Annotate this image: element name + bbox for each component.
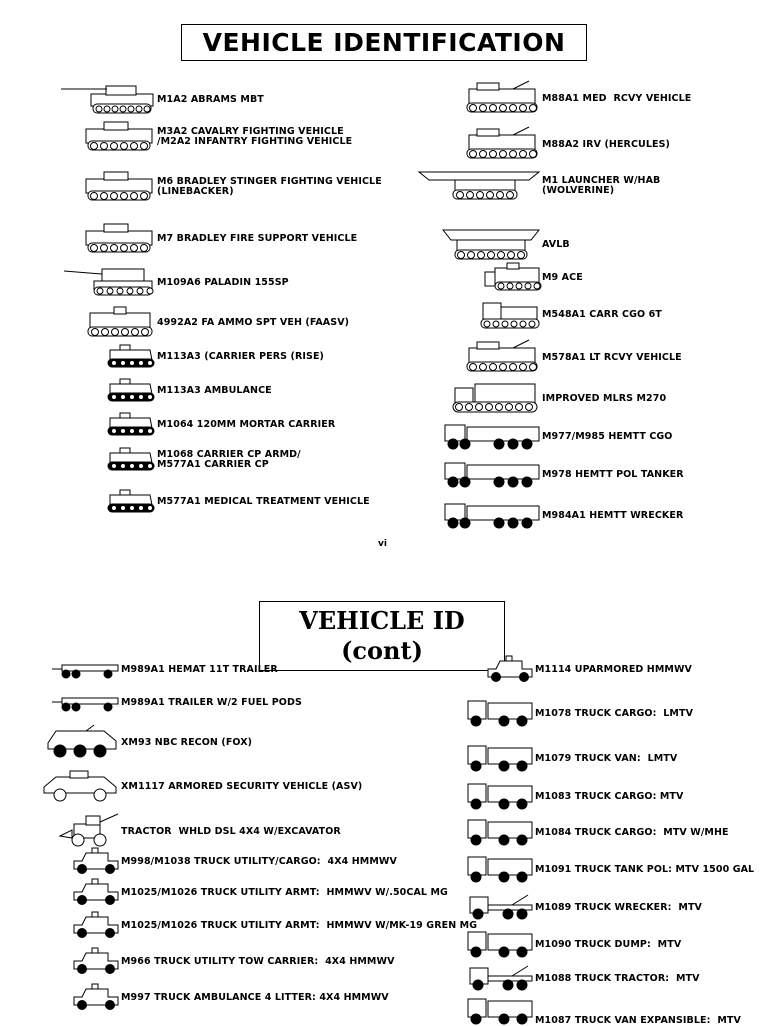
page1-left-label: M1064 120MM MORTAR CARRIER	[157, 419, 336, 430]
page1-left-label: M6 BRADLEY STINGER FIGHTING VEHICLE (LINEBACKER)	[157, 176, 382, 197]
tank-vehicle-icon	[61, 82, 156, 114]
tractor-vehicle-icon	[468, 964, 534, 990]
page2-left-label: XM1117 ARMORED SECURITY VEHICLE (ASV)	[121, 781, 363, 792]
page2-left-label: M1025/M1026 TRUCK UTILITY ARMT: HMMWV W/MK-19 GREN MG	[121, 920, 478, 931]
page1-title: VEHICLE IDENTIFICATION	[202, 28, 566, 57]
apc-vehicle-icon	[84, 305, 156, 337]
page-number: vi	[378, 539, 387, 549]
page1-left-label: M3A2 CAVALRY FIGHTING VEHICLE /M2A2 INFANTRY FIGHTING VEHICLE	[157, 126, 353, 147]
page1-left-label: M113A3 (CARRIER PERS (RISE)	[157, 351, 324, 362]
spg-vehicle-icon	[64, 265, 156, 297]
page2-right-label: M1114 UPARMORED HMMWV	[535, 664, 692, 675]
page2-right-label: M1087 TRUCK VAN EXPANSIBLE: MTV	[535, 1015, 741, 1026]
page2-left-label: M1025/M1026 TRUCK UTILITY ARMT: HMMWV W/.50CAL MG	[121, 887, 448, 898]
truck-vehicle-icon	[466, 997, 534, 1024]
hmmwv-vehicle-icon	[72, 878, 120, 905]
page1-right-label: M88A2 IRV (HERCULES)	[542, 139, 670, 150]
hmmwv-vehicle-icon	[72, 847, 120, 874]
mlrs-vehicle-icon	[449, 382, 541, 412]
page2-right-label: M1083 TRUCK CARGO: MTV	[535, 791, 684, 802]
page1-left-label: 4992A2 FA AMMO SPT VEH (FAASV)	[157, 317, 350, 328]
page1-left-label: M113A3 AMBULANCE	[157, 385, 272, 396]
ace-vehicle-icon	[483, 262, 541, 291]
m113-vehicle-icon	[106, 445, 156, 471]
page2-right-label: M1091 TRUCK TANK POL: MTV 1500 GAL	[535, 864, 755, 875]
hmmwv-vehicle-icon	[72, 911, 120, 938]
hmmwv-vehicle-icon	[486, 655, 534, 682]
asv-vehicle-icon	[42, 769, 120, 801]
page1-left-label: M577A1 MEDICAL TREATMENT VEHICLE	[157, 496, 370, 507]
recovery-vehicle-icon	[463, 127, 541, 159]
page1-title-box	[181, 24, 587, 61]
page2-right-label: M1084 TRUCK CARGO: MTV W/MHE	[535, 827, 729, 838]
recovery-vehicle-icon	[463, 81, 541, 113]
page1-left-label: M109A6 PALADIN 155SP	[157, 277, 289, 288]
ifv-vehicle-icon	[82, 169, 156, 201]
page2-left-label: TRACTOR WHLD DSL 4X4 W/EXCAVATOR	[121, 826, 341, 837]
hmmwv-vehicle-icon	[72, 983, 120, 1010]
page2-left-label: M989A1 TRAILER W/2 FUEL PODS	[121, 697, 302, 708]
page1-right-label: M978 HEMTT POL TANKER	[542, 469, 684, 480]
ifv-vehicle-icon	[82, 119, 156, 151]
excav-vehicle-icon	[60, 814, 120, 846]
fox-vehicle-icon	[46, 725, 120, 757]
page1-right-label: M977/M985 HEMTT CGO	[542, 431, 673, 442]
tractor-vehicle-icon	[468, 893, 534, 919]
page2-left-label: M966 TRUCK UTILITY TOW CARRIER: 4X4 HMMWV	[121, 956, 395, 967]
page2-title-line2: (cont)	[341, 636, 423, 665]
m113-vehicle-icon	[106, 410, 156, 436]
ifv-vehicle-icon	[82, 221, 156, 253]
page2-left-label: XM93 NBC RECON (FOX)	[121, 737, 253, 748]
avlb-vehicle-icon	[443, 226, 541, 260]
m113-vehicle-icon	[106, 487, 156, 513]
truck-vehicle-icon	[466, 744, 534, 771]
m113-vehicle-icon	[106, 376, 156, 402]
page2-right-label: M1089 TRUCK WRECKER: MTV	[535, 902, 702, 913]
page1-left-label: M7 BRADLEY FIRE SUPPORT VEHICLE	[157, 233, 358, 244]
trailer-vehicle-icon	[52, 657, 120, 679]
page1-right-label: M578A1 LT RCVY VEHICLE	[542, 352, 682, 363]
page2-right-label: M1079 TRUCK VAN: LMTV	[535, 753, 678, 764]
page1-right-label: M548A1 CARR CGO 6T	[542, 309, 662, 320]
page2-left-label: M997 TRUCK AMBULANCE 4 LITTER: 4X4 HMMWV	[121, 992, 389, 1003]
page1-left-label: M1A2 ABRAMS MBT	[157, 94, 264, 105]
page1-right-label: M984A1 HEMTT WRECKER	[542, 510, 684, 521]
truck-vehicle-icon	[466, 699, 534, 726]
page1-right-label: IMPROVED MLRS M270	[542, 393, 667, 404]
hmmwv-vehicle-icon	[72, 947, 120, 974]
m113-vehicle-icon	[106, 342, 156, 368]
hemtt-vehicle-icon	[443, 459, 541, 488]
page1-right-label: M88A1 MED RCVY VEHICLE	[542, 93, 692, 104]
hemtt-vehicle-icon	[443, 500, 541, 529]
truck-vehicle-icon	[466, 930, 534, 957]
page2-title-line1: VEHICLE ID	[299, 606, 465, 635]
page1-left-label: M1068 CARRIER CP ARMD/ M577A1 CARRIER CP	[157, 449, 301, 470]
trailer-vehicle-icon	[52, 690, 120, 712]
page1-right-label: AVLB	[542, 239, 570, 250]
page2-left-label: M989A1 HEMAT 11T TRAILER	[121, 664, 278, 675]
bridge-vehicle-icon	[419, 168, 541, 200]
recovery-vehicle-icon	[463, 340, 541, 372]
page2-right-label: M1090 TRUCK DUMP: MTV	[535, 939, 682, 950]
truck-vehicle-icon	[466, 818, 534, 845]
page2-left-label: M998/M1038 TRUCK UTILITY/CARGO: 4X4 HMMWV	[121, 856, 397, 867]
page2-right-label: M1088 TRUCK TRACTOR: MTV	[535, 973, 700, 984]
truck-vehicle-icon	[466, 855, 534, 882]
page2-title-box	[259, 601, 505, 671]
m548-vehicle-icon	[479, 299, 541, 328]
truck-vehicle-icon	[466, 782, 534, 809]
hemtt-vehicle-icon	[443, 421, 541, 450]
page1-right-label: M1 LAUNCHER W/HAB (WOLVERINE)	[542, 175, 661, 196]
page2-right-label: M1078 TRUCK CARGO: LMTV	[535, 708, 694, 719]
page1-right-label: M9 ACE	[542, 272, 583, 283]
